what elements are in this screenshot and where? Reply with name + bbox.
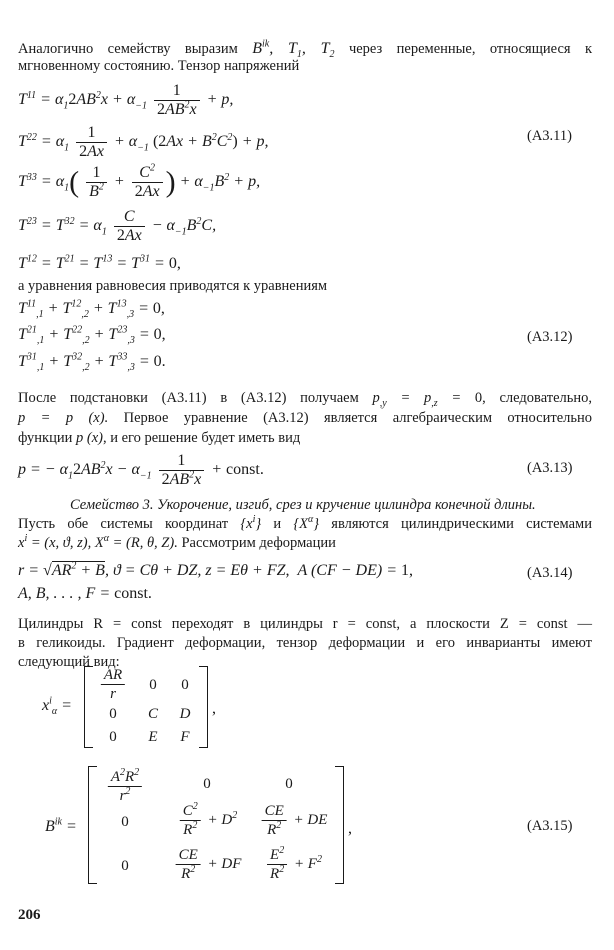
eq-deformation: $r = √AR^2 + B$, ϑ = Cθ + DZ, z = Eθ + FZ, A (CF − DE) = 1, [18,560,413,579]
balance-text: а уравнения равновесия приводятся к уравнениям [18,278,328,294]
matrix-cell: 0 [109,706,117,722]
eq-t33: $T^{33} = \alpha_1$( $\frac{1}{B^2}$ + $\frac{C^2}{2Ax}$ ) + $\alpha_{-1}B^2 + p$, [18,162,261,200]
cylinders-line-2: в геликоиды. Градиент деформации, тензор деформации и его инварианты имеют [18,635,592,651]
eq-constants: A, B, . . . , F = const. [18,585,152,602]
matrix-cell: 0 [121,858,129,874]
cylinders-line-1: Цилиндры R = const переходят в цилиндры r = const, а плоскости Z = const — [18,616,592,632]
matrix-cell: 0 [203,776,211,792]
matrix-comma-2: , [348,820,352,837]
matrix-cell: D [179,706,191,722]
eq-t11: $T^{11} = \alpha_12AB^2x + \alpha_{-1}$ $\frac{1}{2AB^2x}$ + p, [18,82,234,118]
matrix-cell: $\frac{A^2R^2}{r^2}$ [105,768,145,805]
matrix-cell: 0 [181,677,189,693]
gradient-matrix [84,666,208,748]
eq-number-a3-12: (A3.12) [527,329,573,345]
eq-pressure: p = − $\alpha_12AB^2x - \alpha_{-1}$ $\frac{1}{2AB^2x}$ + const. [18,452,264,488]
tensor-matrix [88,766,344,884]
eq-t23: $T^{23} = T^{32} = \alpha_1$ $\frac{C}{2Ax}$ − $\alpha_{-1}B^2C$, [18,208,217,244]
matrix-cell: 0 [109,729,117,745]
eq-t12: $T^{12} = T^{21} = T^{13} = T^{31} = 0$, [18,253,181,272]
matrix-cell: F [180,729,190,745]
matrix-cell: $\frac{CE}{R^2}$ + DE [259,802,328,839]
after-sub-line-1: После подстановки (A3.11) в (A3.12) получаем $p_{,y} = p_{,z} = 0$, следовательно, [18,390,593,409]
eq-balance-2: $T^{21}_{,1} + T^{22}_{,2} + T^{23}_{,3} = 0$, [18,324,166,347]
family3-heading: Семейство 3. Укорочение, изгиб, срез и кручение цилиндра конечной длины. [70,497,536,513]
eq-number-a3-15: (A3.15) [527,818,573,834]
after-sub-line-2: p = p (x). Первое уравнение (A3.12) является алгебраическим относительно [18,410,592,426]
after-sub-line-3: функции p (x), и его решение будет иметь вид [18,430,301,446]
matrix-cell: $\frac{E^2}{R^2}$ + $F^2$ [264,846,322,883]
eq-number-a3-13: (A3.13) [527,460,573,476]
eq-t22: $T^{22} = \alpha_1$ $\frac{1}{2Ax}$ + $\alpha_{-1}$ $(2Ax + B^2C^2) + p$, [18,124,269,160]
eq-number-a3-14: (A3.14) [527,565,573,581]
matrix-cell: $\frac{C^2}{R^2}$ + $D^2$ [177,802,237,839]
matrix-cell: 0 [285,776,293,792]
matrix-cell: C [147,706,159,722]
eq-balance-3: $T^{31}_{,1} + T^{32}_{,2} + T^{33}_{,3} = 0$. [18,351,166,374]
family3-line-2: $x^i = (x$, ϑ, z), $X^\alpha = (R$, θ, Z). Рассмотрим деформации [18,533,336,551]
matrix-cell: E [148,729,158,745]
family3-line-1: Пусть обе системы координат $\{x^i\}$ и $\{X^\alpha\}$ являются цилиндрическими системами [18,514,592,532]
eq-balance-1: $T^{11}_{,1} + T^{12}_{,2} + T^{13}_{,3} = 0$, [18,298,165,321]
cylinders-line-3: следующий вид: [18,654,120,670]
eq-number-a3-11: (A3.11) [527,128,572,144]
matrix-cell: 0 [149,677,157,693]
matrix-cell: 0 [121,814,129,830]
page-number: 206 [18,907,41,923]
matrix-label-x: $x^i_\alpha$ = [42,695,72,718]
intro-line-1: Аналогично семейству выразим $B^{ik}$, $T_1$, $T_2$ через переменные, относящиеся к [18,38,592,61]
matrix-cell: $\frac{AR}{r}$ [98,666,128,703]
matrix-label-b: $B^{ik}$ = [45,816,77,835]
matrix-cell: $\frac{CE}{R^2}$ + DF [173,846,242,883]
matrix-comma-1: , [212,700,216,717]
intro-line-2: мгновенному состоянию. Тензор напряжений [18,58,300,74]
